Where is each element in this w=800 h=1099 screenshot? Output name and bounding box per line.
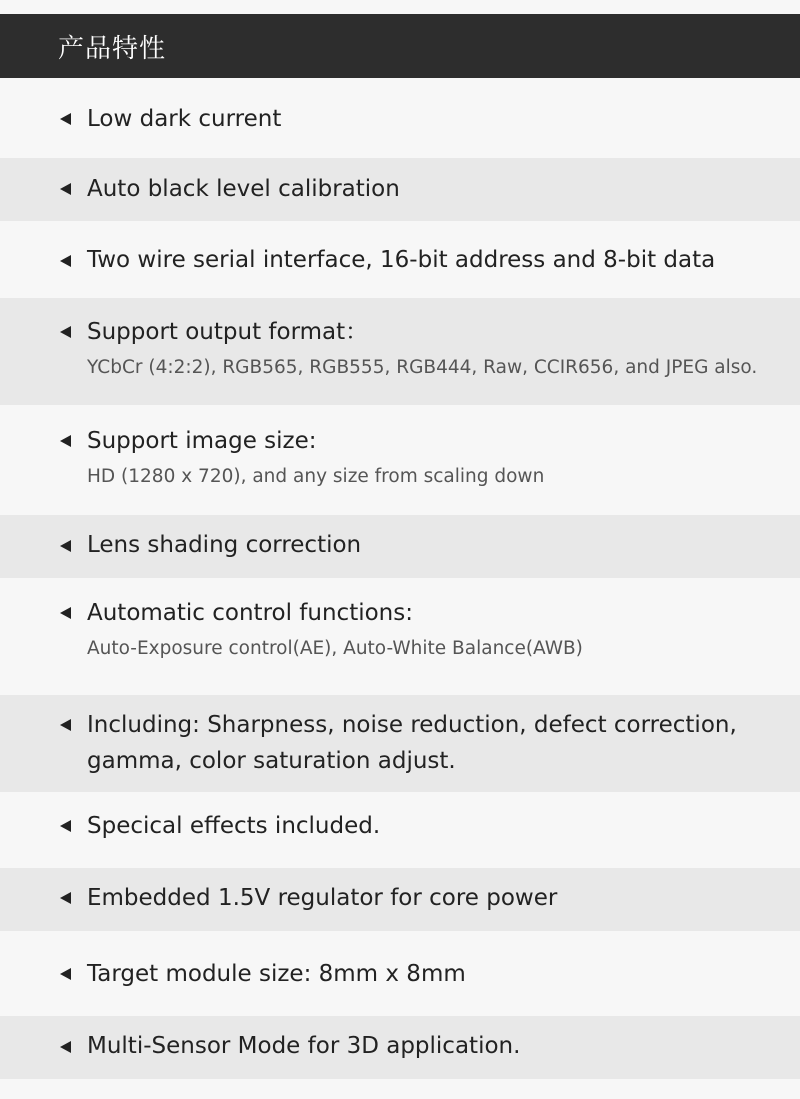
left-triangle-icon xyxy=(60,820,71,832)
feature-item xyxy=(0,931,800,1016)
left-triangle-icon xyxy=(60,540,71,552)
section-title: 产品特性 xyxy=(58,33,167,64)
feature-item xyxy=(0,792,800,868)
feature-item xyxy=(0,298,800,405)
feature-subtext: YCbCr (4:2:2), RGB565, RGB555, RGB444, Raw, CCIR656, and JPEG also. xyxy=(87,357,758,378)
feature-item xyxy=(0,578,800,695)
feature-item xyxy=(0,405,800,515)
left-triangle-icon xyxy=(60,255,71,267)
feature-text: Low dark current xyxy=(87,106,282,132)
left-triangle-icon xyxy=(60,968,71,980)
bottom-spacer xyxy=(0,1079,800,1099)
left-triangle-icon xyxy=(60,113,71,125)
feature-text: Automatic control functions: xyxy=(87,600,413,626)
feature-item xyxy=(0,695,800,792)
left-triangle-icon xyxy=(60,435,71,447)
left-triangle-icon xyxy=(60,1041,71,1053)
top-strip xyxy=(0,0,800,14)
feature-text: Auto black level calibration xyxy=(87,176,400,202)
feature-text: Specical effects included. xyxy=(87,813,381,839)
feature-text: Including: Sharpness, noise reduction, defect correction, gamma, color saturation adjust. xyxy=(87,712,737,774)
left-triangle-icon xyxy=(60,719,71,731)
feature-text: Embedded 1.5V regulator for core power xyxy=(87,885,558,911)
feature-text: Multi-Sensor Mode for 3D application. xyxy=(87,1033,521,1059)
left-triangle-icon xyxy=(60,326,71,338)
feature-item xyxy=(0,158,800,221)
feature-text: Support output format： xyxy=(87,319,369,345)
feature-item xyxy=(0,221,800,298)
left-triangle-icon xyxy=(60,892,71,904)
feature-item xyxy=(0,1016,800,1079)
feature-text: Two wire serial interface, 16-bit address and 8-bit data xyxy=(87,247,716,273)
feature-subtext: Auto-Exposure control(AE), Auto-White Balance(AWB) xyxy=(87,638,583,659)
feature-text: Lens shading correction xyxy=(87,532,362,558)
feature-subtext: HD (1280 x 720), and any size from scaling down xyxy=(87,466,545,487)
feature-text: Support image size: xyxy=(87,428,317,454)
left-triangle-icon xyxy=(60,183,71,195)
feature-text: Target module size: 8mm x 8mm xyxy=(87,961,466,987)
feature-item xyxy=(0,868,800,931)
feature-item xyxy=(0,78,800,158)
left-triangle-icon xyxy=(60,607,71,619)
feature-item xyxy=(0,515,800,578)
section-header xyxy=(0,14,800,78)
